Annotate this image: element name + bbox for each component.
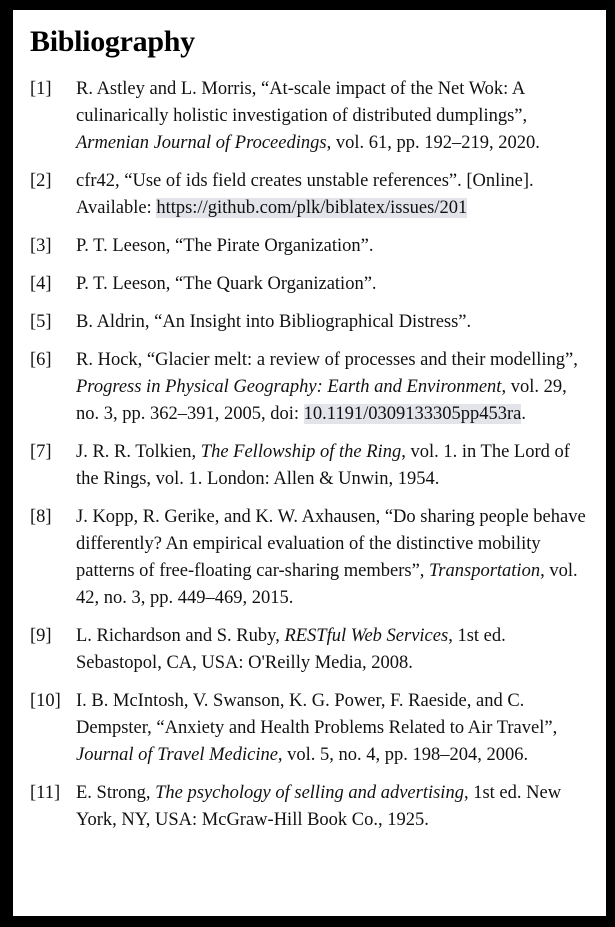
bib-entry-text xyxy=(76,309,586,336)
bib-text-segment: R. Hock, “Glacier melt: a review of processes and their modelling”, xyxy=(76,349,578,370)
bib-text-segment: E. Strong, xyxy=(76,782,156,803)
bib-entry xyxy=(30,271,586,298)
bib-entry-number: [9] xyxy=(30,625,52,646)
bib-text-segment: B. Aldrin, “An Insight into Bibliographical Distress”. xyxy=(76,311,472,332)
bib-text-segment: , vol. 29, no. 3, pp. 362–391, 2005, doi: xyxy=(76,376,567,424)
bib-entry-text xyxy=(76,168,586,222)
bib-entry xyxy=(30,623,586,677)
bib-entry-text xyxy=(76,233,586,260)
bib-entry-text xyxy=(76,688,586,769)
bib-text-segment: , vol. 42, no. 3, pp. 449–469, 2015. xyxy=(76,560,578,608)
work-title-italic: Progress in Physical Geography: Earth and Environment xyxy=(76,376,502,397)
bib-entry-number: [7] xyxy=(30,441,52,462)
work-title-italic: The psychology of selling and advertising xyxy=(155,782,464,803)
bib-entry-number: [5] xyxy=(30,311,52,332)
bib-text-segment: . xyxy=(521,403,526,424)
bib-entry xyxy=(30,688,586,769)
bib-entry xyxy=(30,233,586,260)
bib-entry-text xyxy=(76,271,586,298)
bib-entry xyxy=(30,347,586,428)
bib-entry-text xyxy=(76,347,586,428)
bib-text-segment: J. R. R. Tolkien, xyxy=(76,441,201,462)
bib-entry xyxy=(30,780,586,834)
bib-entry xyxy=(30,439,586,493)
work-title-italic: RESTful Web Services xyxy=(284,625,449,646)
bib-entry-number: [8] xyxy=(30,506,52,527)
work-title-italic: Transportation xyxy=(429,560,541,581)
work-title-italic: Journal of Travel Medicine xyxy=(76,744,278,765)
bib-text-segment: P. T. Leeson, “The Pirate Organization”. xyxy=(76,235,374,256)
bib-entry xyxy=(30,309,586,336)
bib-entry xyxy=(30,504,586,612)
bib-text-segment: P. T. Leeson, “The Quark Organization”. xyxy=(76,273,377,294)
bib-text-segment: cfr42, “Use of ids field creates unstable references”. [Online]. Available: xyxy=(76,170,534,218)
bib-entry-text xyxy=(76,504,586,612)
bib-entry xyxy=(30,168,586,222)
bib-entry xyxy=(30,76,586,157)
bib-entry-number: [6] xyxy=(30,349,52,370)
bib-text-segment: I. B. McIntosh, V. Swanson, K. G. Power, F. Raeside, and C. Dempster, “Anxiety and Health Problems Related to Air Travel”, xyxy=(76,690,558,738)
bib-text-segment: R. Astley and L. Morris, “At-scale impact of the Net Wok: A culinarically holistic investigation of distributed dumplings”, xyxy=(76,78,528,126)
bib-entry-text xyxy=(76,76,586,157)
bib-text-segment: , 1st ed. New York, NY, USA: McGraw-Hill Book Co., 1925. xyxy=(76,782,562,830)
bib-entry-number: [3] xyxy=(30,235,52,256)
bib-entry-number: [1] xyxy=(30,78,52,99)
bib-entry-number: [4] xyxy=(30,273,52,294)
bib-entry-text xyxy=(76,623,586,677)
bib-entry-text xyxy=(76,780,586,834)
reference-link[interactable]: https://github.com/plk/biblatex/issues/201 xyxy=(156,197,468,218)
bibliography-list xyxy=(30,76,586,834)
work-title-italic: The Fellowship of the Ring xyxy=(200,441,402,462)
bib-entry-number: [10] xyxy=(30,690,61,711)
bib-entry-text xyxy=(76,439,586,493)
bib-text-segment: , vol. 1. in The Lord of the Rings, vol. 1. London: Allen & Unwin, 1954. xyxy=(76,441,570,489)
work-title-italic: Armenian Journal of Proceedings xyxy=(76,132,327,153)
bib-text-segment: L. Richardson and S. Ruby, xyxy=(76,625,285,646)
bib-text-segment: , vol. 5, no. 4, pp. 198–204, 2006. xyxy=(277,744,529,765)
document-page xyxy=(13,10,606,916)
bib-text-segment: , vol. 61, pp. 192–219, 2020. xyxy=(326,132,540,153)
bib-entry-number: [2] xyxy=(30,170,52,191)
page-title: Bibliography xyxy=(30,25,195,58)
bib-text-segment: , 1st ed. Sebastopol, CA, USA: O'Reilly Media, 2008. xyxy=(76,625,506,673)
bib-entry-number: [11] xyxy=(30,782,61,803)
bib-text-segment: J. Kopp, R. Gerike, and K. W. Axhausen, “Do sharing people behave differently? An empirical evaluation of the distinctive mobility patterns of free-floating car-sharing members”, xyxy=(76,506,586,581)
reference-link[interactable]: 10.1191/0309133305pp453ra xyxy=(303,403,522,424)
